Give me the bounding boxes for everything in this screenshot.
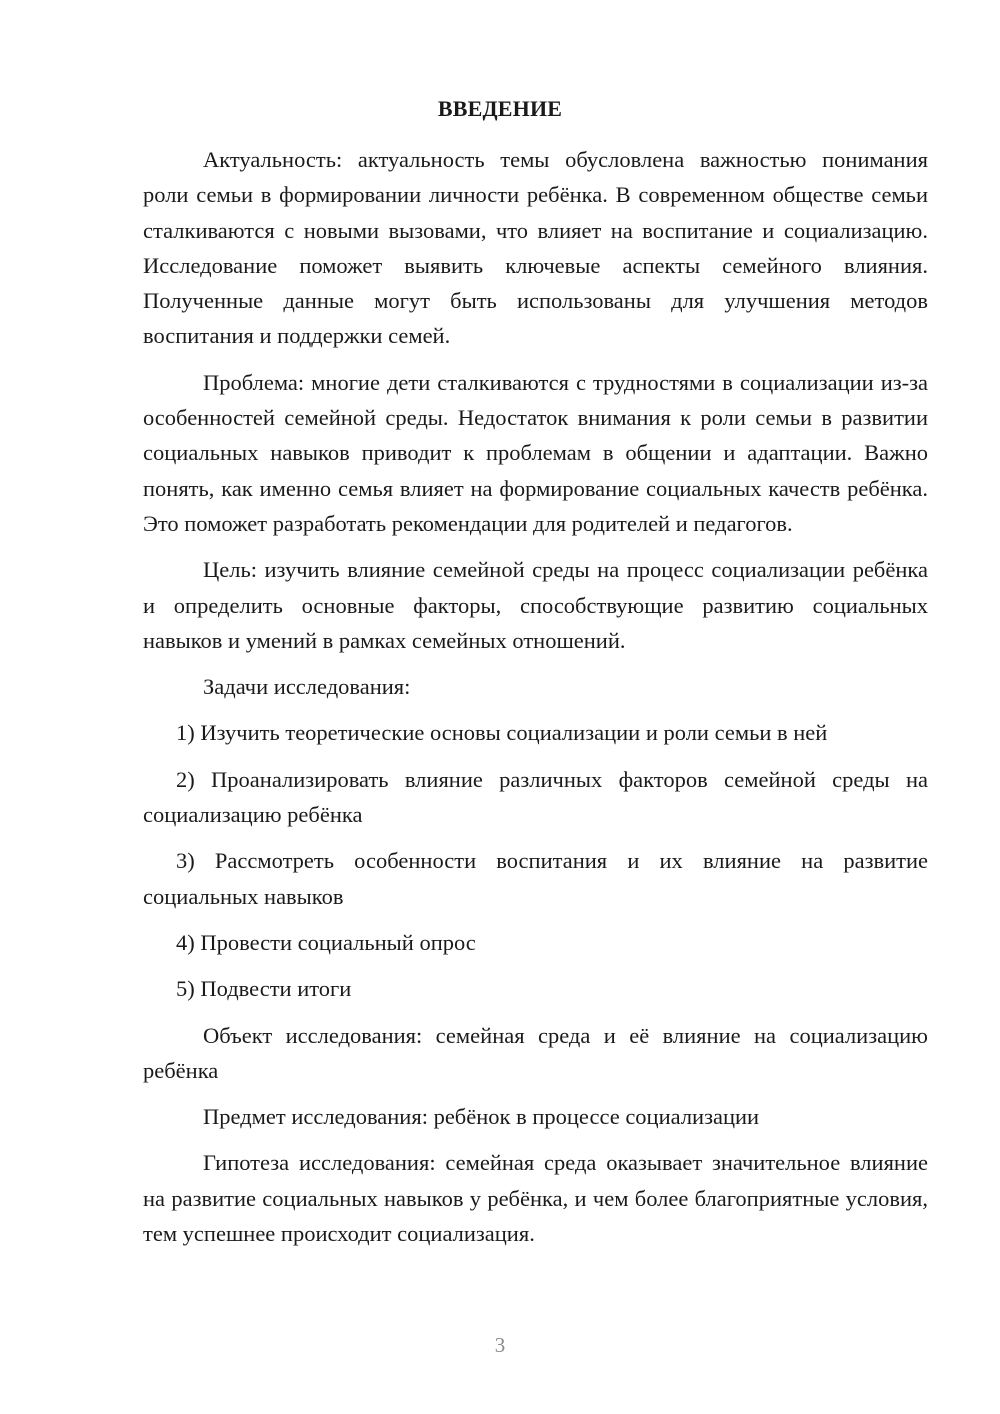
paragraph-hypothesis: Гипотеза исследования: семейная среда оказывает значительное влияние на развитие социальных навыков у ребёнка, и чем более благоприятные условия, тем успешнее происходит социализация.	[143, 1150, 928, 1247]
paragraph-goal: Цель: изучить влияние семейной среды на процесс социализации ребёнка и определить основные факторы, способствующие развитию социальных навыков и умений в рамках семейных отношений.	[143, 557, 928, 653]
task-item-4: 4) Провести социальный опрос	[176, 929, 476, 955]
task-item-1: 1) Изучить теоретические основы социализации и роли семьи в ней	[176, 720, 828, 746]
paragraph-object: Объект исследования: семейная среда и её влияние на социализацию ребёнка	[143, 1022, 928, 1083]
paragraph-problem: Проблема: многие дети сталкиваются с трудностями в социализации из-за особенностей семейной среды. Недостаток внимания к роли семьи в развитии социальных навыков приводит к проблемам в общении и адаптации. Важно понять, как именно семья влияет на формирование социальных качеств ребёнка. Это поможет разработать рекомендации для родителей и педагогов.	[143, 369, 928, 536]
paragraph-relevance: Актуальность: актуальность темы обусловлена важностью понимания роли семьи в формировании личности ребёнка. В современном обществе семьи сталкиваются с новыми вызовами, что влияет на воспитание и социализацию. Исследование поможет выявить ключевые аспекты семейного влияния. Полученные данные могут быть использованы для улучшения методов воспитания и поддержки семей.	[143, 147, 928, 349]
paragraph-subject: Предмет исследования: ребёнок в процессе социализации	[203, 1104, 760, 1130]
task-item-3: 3) Рассмотреть особенности воспитания и их влияние на развитие социальных навыков	[143, 848, 928, 909]
page-number: 3	[494, 1333, 506, 1357]
section-title: ВВЕДЕНИЕ	[437, 96, 563, 121]
body-text	[143, 142, 928, 1262]
paragraph-tasks-heading: Задачи исследования:	[203, 674, 411, 700]
task-item-5: 5) Подвести итоги	[176, 976, 352, 1002]
task-item-2: 2) Проанализировать влияние различных факторов семейной среды на социализацию ребёнка	[143, 766, 928, 828]
